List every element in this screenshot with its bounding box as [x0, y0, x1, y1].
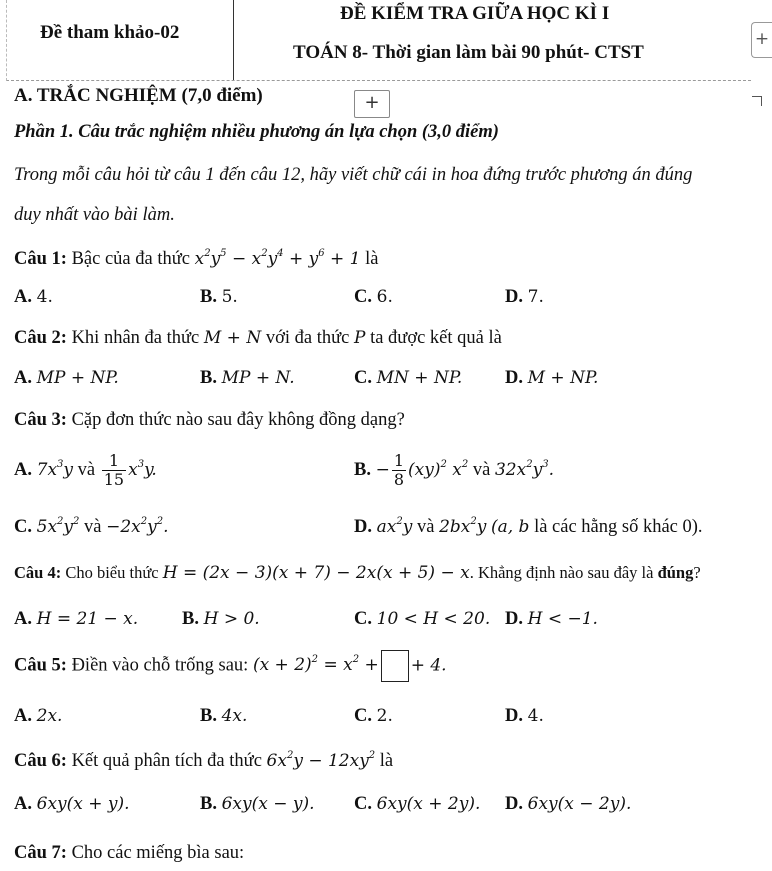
section-heading: A. TRẮC NGHIỆM (7,0 điểm) — [14, 85, 263, 106]
q5-option-b[interactable]: B. 4x. — [200, 706, 248, 726]
q2-option-b[interactable]: B. MP + N. — [200, 368, 295, 388]
q4-option-d[interactable]: D. H < −1. — [505, 609, 598, 629]
q3-option-d[interactable]: D. $ax^2y$ và $2bx^2y$ (a, b là các hằng số khác 0). — [354, 516, 703, 537]
q5-option-d[interactable]: D. 4. — [505, 706, 544, 726]
q4-option-b[interactable]: B. H > 0. — [182, 609, 260, 629]
q4-option-c[interactable]: C. 10 < H < 20. — [354, 609, 491, 629]
q6-option-c[interactable]: C. 6xy(x + 2y). — [354, 794, 481, 814]
question-6: Câu 6: Kết quả phân tích đa thức $6x^2y - 12xy^2$ là — [14, 750, 394, 771]
question-2: Câu 2: Khi nhân đa thức M + N với đa thức P ta được kết quả là — [14, 328, 502, 348]
q3-option-a[interactable]: A. $7x^3y$ và $\frac{1}{15}$ $x^3y$. — [14, 451, 157, 489]
exam-code: Đề tham khảo-02 — [40, 22, 180, 43]
exam-subtitle: TOÁN 8- Thời gian làm bài 90 phút- CTST — [293, 42, 644, 63]
corner-icon — [752, 96, 762, 106]
q6-option-a[interactable]: A. 6xy(x + y). — [14, 794, 130, 814]
q1-option-c[interactable]: C. 6. — [354, 287, 393, 307]
side-add-button[interactable]: + — [751, 22, 772, 58]
q3-option-b[interactable]: B. − $\frac{1}{8}$ (xy)$^2$ $x^2$ và $32x^2y^3$. — [354, 451, 554, 489]
q2-option-c[interactable]: C. MN + NP. — [354, 368, 463, 388]
q3-option-c[interactable]: C. $5x^2y^2$ và $-2x^2y^2$. — [14, 516, 169, 537]
answer-blank[interactable] — [381, 650, 409, 682]
part-heading: Phần 1. Câu trắc nghiệm nhiều phương án lựa chọn (3,0 điểm) — [14, 122, 499, 142]
question-1: Câu 1: Bậc của đa thức $x^2y^5 - x^2y^4 + y^6 + 1$ là — [14, 248, 379, 269]
q4-option-a[interactable]: A. H = 21 − x. — [14, 609, 139, 629]
q1-option-b[interactable]: B. 5. — [200, 287, 238, 307]
q1-option-d[interactable]: D. 7. — [505, 287, 544, 307]
question-7: Câu 7: Cho các miếng bìa sau: — [14, 843, 245, 863]
q1-option-a[interactable]: A. 4. — [14, 287, 53, 307]
q2-option-a[interactable]: A. MP + NP. — [14, 368, 119, 388]
add-button[interactable]: + — [354, 90, 390, 118]
q6-option-d[interactable]: D. 6xy(x − 2y). — [505, 794, 632, 814]
question-3: Câu 3: Cặp đơn thức nào sau đây không đồng dạng? — [14, 410, 405, 430]
question-5: Câu 5: Điền vào chỗ trống sau: $(x + 2)^2 = x^2$ + + 4. — [14, 650, 447, 682]
q5-option-a[interactable]: A. 2x. — [14, 706, 63, 726]
exam-title: ĐỀ KIỂM TRA GIỮA HỌC KÌ I — [340, 3, 610, 24]
q5-option-c[interactable]: C. 2. — [354, 706, 393, 726]
header-divider — [233, 0, 234, 80]
q6-option-b[interactable]: B. 6xy(x − y). — [200, 794, 315, 814]
q2-option-d[interactable]: D. M + NP. — [505, 368, 599, 388]
instruction-line-1: Trong mỗi câu hỏi từ câu 1 đến câu 12, hãy viết chữ cái in hoa đứng trước phương án đúng — [14, 165, 693, 185]
question-4: Câu 4: Cho biểu thức H = (2x − 3)(x + 7) − 2x(x + 5) − x. Khẳng định nào sau đây là đúng? — [14, 563, 701, 583]
instruction-line-2: duy nhất vào bài làm. — [14, 205, 175, 225]
